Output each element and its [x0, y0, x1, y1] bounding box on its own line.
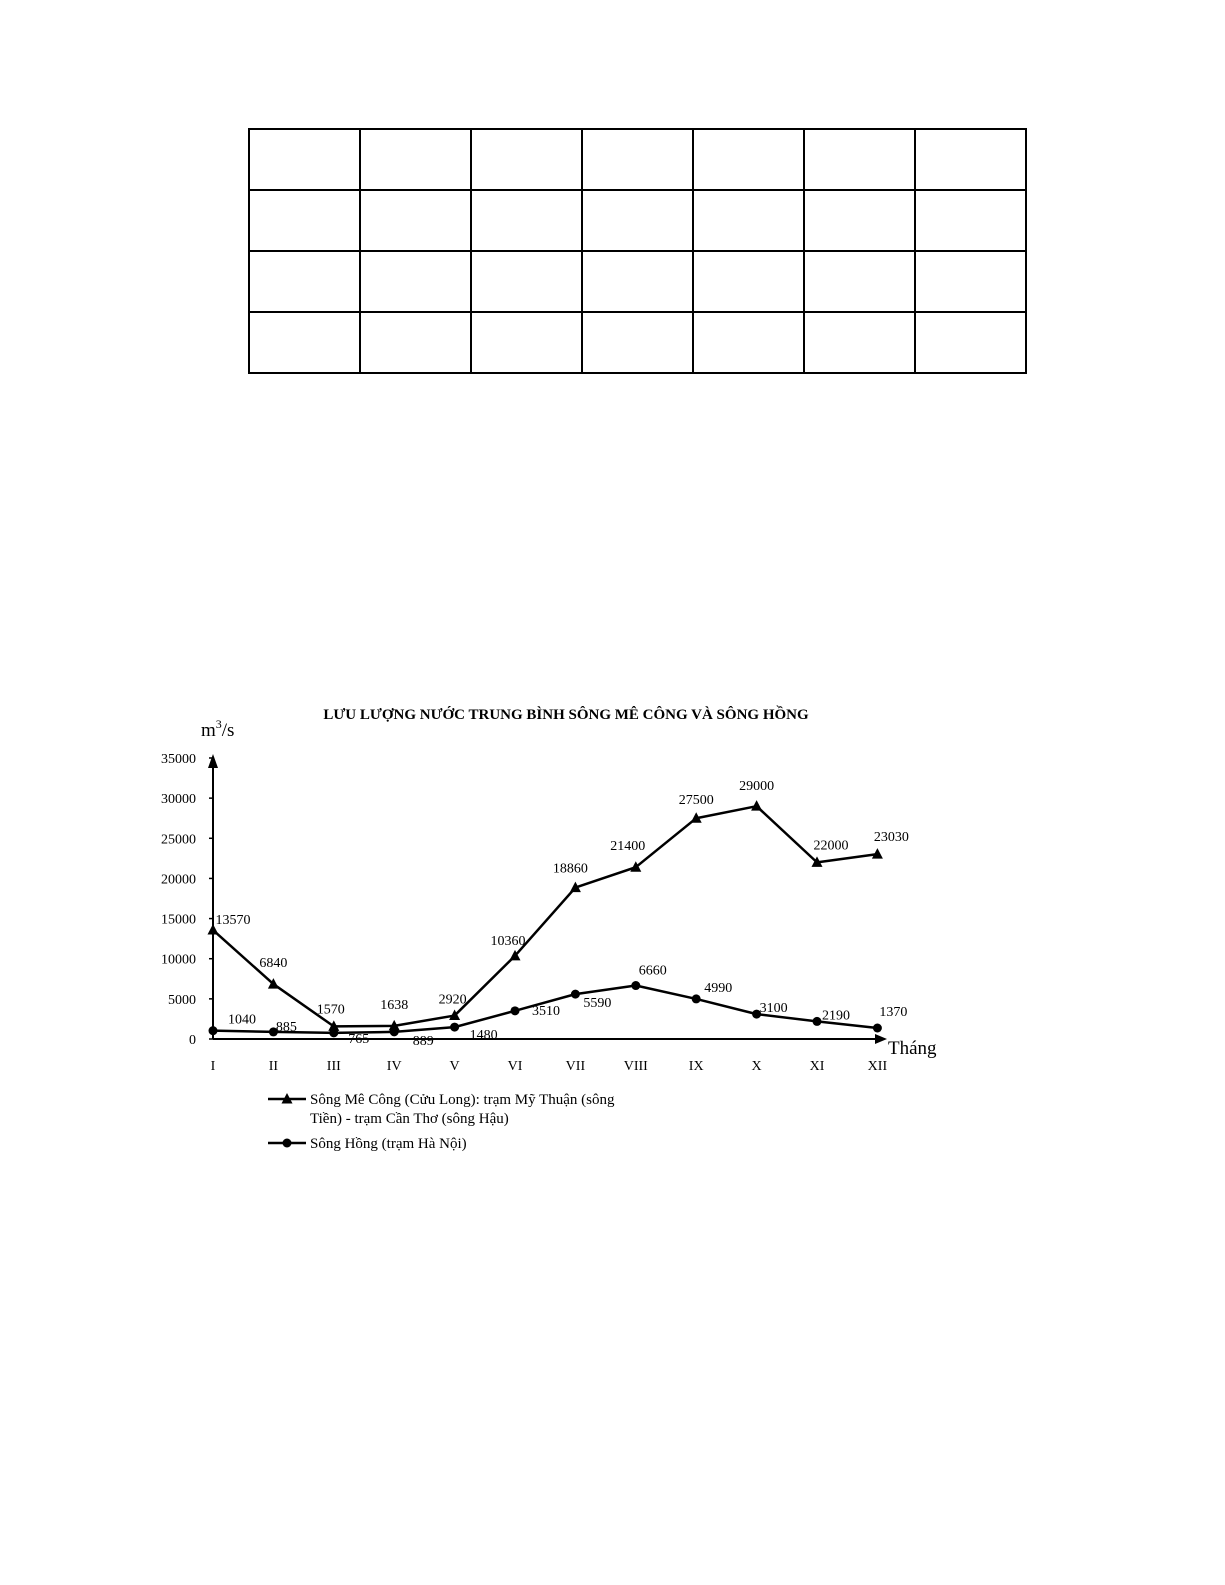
data-label: 3100: [759, 1001, 788, 1017]
data-point-circle: [329, 1028, 338, 1037]
data-label: 13570: [215, 913, 251, 929]
x-tick-label: XII: [867, 1059, 888, 1074]
data-point-triangle: [872, 848, 883, 859]
data-point-circle: [813, 1017, 822, 1026]
data-point-circle: [390, 1027, 399, 1036]
x-tick-label: VII: [565, 1059, 586, 1074]
data-point-circle: [450, 1023, 459, 1032]
data-point-circle: [511, 1006, 520, 1015]
data-point-circle: [209, 1026, 218, 1035]
x-tick-label: V: [449, 1059, 460, 1074]
y-tick-label: 5000: [168, 992, 196, 1008]
data-label: 21400: [610, 839, 646, 855]
legend-label-line2: Tiền) - trạm Cần Thơ (sông Hậu): [310, 1111, 509, 1127]
x-tick-label: III: [326, 1059, 341, 1074]
x-axis-label: Tháng: [888, 1038, 937, 1059]
data-label: 765: [348, 1031, 370, 1047]
y-tick-label: 15000: [161, 912, 196, 928]
data-label: 18860: [552, 861, 588, 877]
data-label: 1040: [228, 1012, 256, 1028]
x-tick-label: II: [268, 1059, 279, 1074]
data-label: 1570: [316, 1002, 345, 1018]
y-tick-label: 0: [189, 1033, 196, 1048]
data-label: 5590: [583, 996, 612, 1012]
data-label: 889: [412, 1033, 434, 1049]
y-tick-label: 25000: [161, 832, 196, 848]
x-tick-label: VIII: [623, 1059, 648, 1074]
data-label: 6840: [259, 956, 288, 972]
x-tick-label: XI: [809, 1059, 825, 1074]
y-axis-label: [201, 717, 234, 741]
data-label: 6660: [638, 963, 667, 979]
data-label: 1480: [469, 1028, 498, 1044]
x-tick-label: VI: [507, 1059, 523, 1074]
x-tick-label: I: [210, 1059, 216, 1074]
y-axis-label-sup: 3: [215, 717, 222, 731]
data-point-circle: [873, 1024, 882, 1033]
y-axis-label-rest: /s: [221, 720, 235, 741]
x-tick-label: IX: [688, 1059, 704, 1074]
chart-title: LƯU LƯỢNG NƯỚC TRUNG BÌNH SÔNG MÊ CÔNG VÀ SÔNG HỒNG: [323, 707, 809, 723]
data-label: 22000: [813, 838, 849, 854]
data-point-circle: [692, 994, 701, 1003]
data-label: 2920: [438, 992, 467, 1008]
series-line: [213, 806, 877, 1026]
data-label: 29000: [739, 779, 775, 795]
y-tick-label: 30000: [161, 792, 196, 808]
legend-label: Sông Mê Công (Cửu Long): trạm Mỹ Thuận (sông: [310, 1092, 615, 1108]
data-point-circle: [631, 981, 640, 990]
x-tick-label: X: [751, 1059, 762, 1074]
data-label: 23030: [873, 830, 909, 846]
data-label: 2190: [822, 1008, 850, 1024]
data-label: 27500: [678, 793, 714, 809]
y-tick-label: 35000: [161, 752, 196, 767]
y-tick-label: 10000: [161, 952, 196, 968]
data-point-circle: [571, 990, 580, 999]
data-point-triangle: [751, 800, 762, 811]
data-label: 10360: [490, 933, 526, 949]
data-label: 1638: [380, 997, 409, 1013]
data-label: 1370: [879, 1005, 908, 1021]
data-label: 3510: [532, 1003, 560, 1019]
y-axis-label-base: m: [201, 720, 216, 741]
legend-marker-circle: [283, 1139, 292, 1148]
legend-label: Sông Hồng (trạm Hà Nội): [310, 1136, 467, 1152]
data-label: 4990: [704, 980, 733, 996]
y-axis-arrow: [208, 754, 218, 768]
x-tick-label: IV: [386, 1059, 402, 1074]
y-tick-label: 20000: [161, 872, 196, 888]
x-axis-arrow: [875, 1034, 887, 1044]
data-label: 885: [275, 1019, 297, 1035]
